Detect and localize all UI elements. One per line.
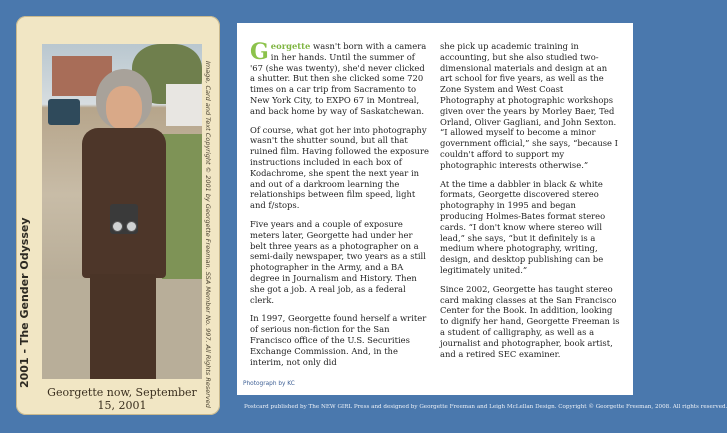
paragraph-3: Five years and a couple of exposure meters later, Georgette had under her belt three years as a photographer on a semi-daily newspaper, two years as a still photographer in the Army, and a BA degree in Journalism and History. Then she got a job. A real job, as a federal clerk. [250, 218, 426, 305]
paragraph-1 [250, 41, 430, 117]
paragraph-7: Since 2002, Georgette has taught stereo card making classes at the San Francisco Center for the Book. In addition, looking to dignify her hand, Georgette Freeman is a student of calligraphy, as well as a journalist and photographer, book artist, and a retired SEC examiner. [440, 283, 620, 359]
photo-credit: Photograph by KC [243, 381, 295, 387]
article-column-left [250, 41, 430, 375]
name-highlight: eorgette [270, 41, 311, 51]
paragraph-2: Of course, what got her into photography wasn't the shutter sound, but all that ruined film. Having followed the exposure instructions included in each box of Kodachrome, she spent the next year in and out of a darkroom learning the relationships between film speed, light and f/stops. [250, 124, 429, 211]
stereo-card [16, 16, 220, 415]
paragraph-5: she pick up academic training in accounting, but she also studied two-dimensional materials and design at an art school for five years, as well as the Zone System and West Coast Photography at photographic workshops given over the years by Morley Baer, Ted Orland, Oliver Gagliani, and John Sexton. “I allowed myself to become a minor government official,” she says, “because I couldn't afford to support my photographic interests otherwise.” [440, 41, 618, 170]
camera-lens-left [112, 221, 123, 232]
card-side-credit: Image, Card and Text Copyright © 2001 by Georgette Freeman. SSA Member No. 997. All Rights Reserved [204, 61, 212, 408]
card-caption: Georgette now, September 15, 2001 [47, 386, 197, 412]
camera-lens-right [126, 221, 137, 232]
footer-copyright: Postcard published by The NEW GIRL Press and designed by Georgette Freeman and Leigh McLellan Design. Copyright © Georgette Freeman, 2008. All rights reserved. [244, 404, 727, 410]
dress [82, 128, 166, 278]
white-truck [166, 84, 202, 126]
article-panel [237, 23, 633, 395]
paragraph-4: In 1997, Georgette found herself a writer of serious non-fiction for the San Francisco office of the U.S. Securities Exchange Commission. And, in the interim, not only did [250, 313, 427, 367]
paragraph-1-text: wasn't born with a camera in her hands. Until the summer of '67 (she was twenty), she'd never clicked a shutter. But then she clicked some 720 times on a car trip from Sacramento to New York City, to EXPO 67 in Montreal, and back home by way of Saskatchewan. [250, 41, 427, 116]
lawn [162, 134, 202, 294]
legs [90, 274, 156, 379]
drop-cap: G [250, 39, 269, 65]
card-side-title: 2001 - The Gender Odyssey [18, 217, 31, 388]
article-column-right [440, 41, 620, 367]
paragraph-6: At the time a dabbler in black & white formats, Georgette discovered stereo photography in 1995 and began producing Holmes-Bates format stereo cards. “I don't know where stereo will lead,” she says, “but it definitely is a medium where photography, writing, design, and desktop publishing can be legitimately united.” [440, 178, 606, 275]
face [106, 86, 142, 130]
parked-car [48, 99, 80, 125]
portrait-photo [42, 44, 202, 379]
